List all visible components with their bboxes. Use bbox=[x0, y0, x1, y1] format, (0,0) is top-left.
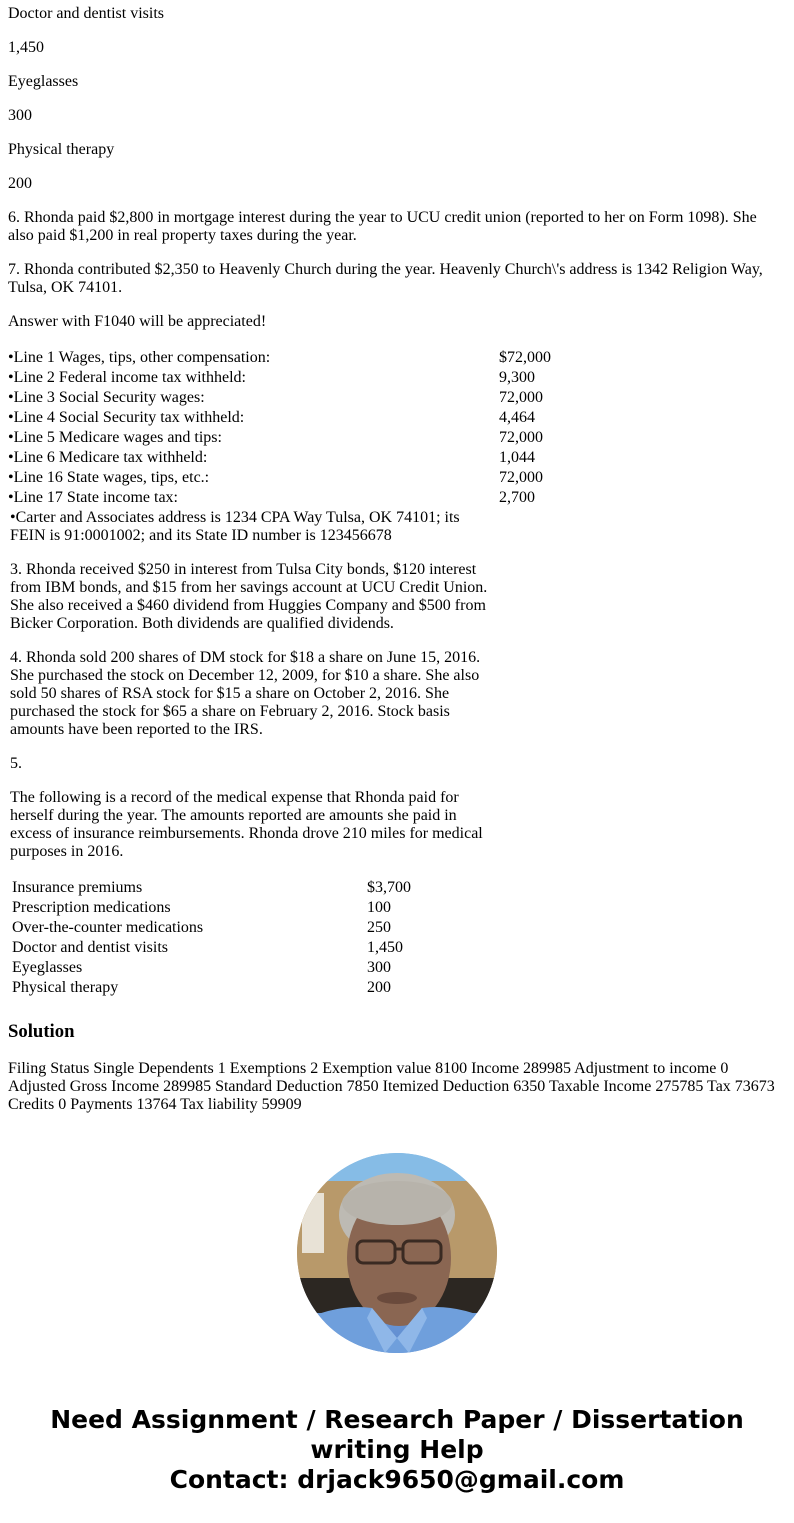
w2-line-value: 2,700 bbox=[499, 489, 535, 506]
w2-lines-table bbox=[8, 348, 568, 508]
top-item-therapy-value: 200 bbox=[8, 175, 32, 192]
w2-line-value: 4,464 bbox=[499, 409, 535, 426]
w2-line-value: $72,000 bbox=[499, 349, 551, 366]
w2-line-label: •Line 4 Social Security tax withheld: bbox=[8, 409, 245, 426]
top-item-doctor-label: Doctor and dentist visits bbox=[8, 5, 164, 22]
table-row bbox=[12, 978, 432, 998]
w2-line-value: 72,000 bbox=[499, 389, 543, 406]
request-paragraph: Answer with F1040 will be appreciated! bbox=[8, 313, 267, 330]
item-6-mortgage-paragraph: 6. Rhonda paid $2,800 in mortgage interest during the year to UCU credit union (reported to her on Form 1098). She also paid $1,200 in real property taxes during the year. bbox=[8, 209, 757, 244]
promo-line-1: Need Assignment / Research Paper / Dissertation bbox=[50, 1405, 744, 1434]
table-row bbox=[8, 368, 568, 388]
solution-heading: Solution bbox=[8, 1021, 75, 1042]
w2-line-label: •Line 5 Medicare wages and tips: bbox=[8, 429, 222, 446]
medical-expenses-table bbox=[12, 878, 432, 998]
promo-line-2: writing Help bbox=[310, 1435, 484, 1464]
table-row bbox=[8, 388, 568, 408]
top-item-doctor-value: 1,450 bbox=[8, 39, 44, 56]
table-row bbox=[8, 428, 568, 448]
promo-contact: Contact: drjack9650@gmail.com bbox=[169, 1465, 625, 1494]
employer-note: •Carter and Associates address is 1234 CPA Way Tulsa, OK 74101; its FEIN is 91:0001002; and its State ID number is 123456678 bbox=[10, 509, 460, 544]
table-row bbox=[8, 448, 568, 468]
expense-label: Insurance premiums bbox=[12, 879, 143, 896]
expense-value: 300 bbox=[367, 959, 391, 976]
w2-line-value: 72,000 bbox=[499, 469, 543, 486]
w2-line-label: •Line 3 Social Security wages: bbox=[8, 389, 205, 406]
table-row bbox=[12, 938, 432, 958]
w2-line-value: 1,044 bbox=[499, 449, 535, 466]
expense-value: $3,700 bbox=[367, 879, 411, 896]
solution-text: Filing Status Single Dependents 1 Exemptions 2 Exemption value 8100 Income 289985 Adjustment to income 0 Adjusted Gross Income 289985 Standard Deduction 7850 Itemized Deduction 6350 Taxable Income 275785 Tax 73673 Credits 0 Payments 13764 Tax liability 59909 bbox=[8, 1060, 775, 1113]
w2-line-label: •Line 16 State wages, tips, etc.: bbox=[8, 469, 210, 486]
table-row bbox=[12, 958, 432, 978]
expense-value: 100 bbox=[367, 899, 391, 916]
expense-label: Prescription medications bbox=[12, 899, 171, 916]
item-4-stock-paragraph: 4. Rhonda sold 200 shares of DM stock for $18 a share on June 15, 2016. She purchased the stock on December 12, 2009, for $10 a share. She also sold 50 shares of RSA stock for $15 a share on October 2, 2016. She purchased the stock for $65 a share on February 2, 2016. Stock basis amounts have been reported to the IRS. bbox=[10, 649, 481, 738]
item-3-interest-paragraph: 3. Rhonda received $250 in interest from Tulsa City bonds, $120 interest from IBM bonds, and $15 from her savings account at UCU Credit Union. She also received a $460 dividend from Huggies Company and $500 from Bicker Corporation. Both dividends are qualified dividends. bbox=[10, 561, 488, 632]
top-item-therapy-label: Physical therapy bbox=[8, 141, 115, 158]
table-row bbox=[8, 488, 568, 508]
table-row bbox=[12, 918, 432, 938]
table-row bbox=[8, 348, 568, 368]
author-avatar bbox=[297, 1153, 497, 1353]
w2-line-value: 9,300 bbox=[499, 369, 535, 386]
table-row bbox=[12, 878, 432, 898]
expense-value: 250 bbox=[367, 919, 391, 936]
item-5-description: The following is a record of the medical expense that Rhonda paid for herself during the year. The amounts reported are amounts she paid in excess of insurance reimbursements. Rhonda drove 210 miles for medical purposes in 2016. bbox=[10, 789, 483, 860]
w2-line-value: 72,000 bbox=[499, 429, 543, 446]
expense-label: Physical therapy bbox=[12, 979, 119, 996]
w2-line-label: •Line 17 State income tax: bbox=[8, 489, 178, 506]
person-portrait-icon bbox=[297, 1153, 497, 1353]
top-item-eyeglasses-value: 300 bbox=[8, 107, 32, 124]
expense-label: Doctor and dentist visits bbox=[12, 939, 168, 956]
promo-banner bbox=[0, 1405, 794, 1495]
item-7-charity-paragraph: 7. Rhonda contributed $2,350 to Heavenly Church during the year. Heavenly Church\'s address is 1342 Religion Way, Tulsa, OK 74101. bbox=[8, 261, 763, 296]
table-row bbox=[12, 898, 432, 918]
table-row bbox=[8, 468, 568, 488]
expense-value: 200 bbox=[367, 979, 391, 996]
table-row bbox=[8, 408, 568, 428]
w2-line-label: •Line 6 Medicare tax withheld: bbox=[8, 449, 208, 466]
expense-value: 1,450 bbox=[367, 939, 403, 956]
top-item-eyeglasses-label: Eyeglasses bbox=[8, 73, 79, 90]
expense-label: Over-the-counter medications bbox=[12, 919, 204, 936]
w2-line-label: •Line 2 Federal income tax withheld: bbox=[8, 369, 246, 386]
expense-label: Eyeglasses bbox=[12, 959, 83, 976]
w2-line-label: •Line 1 Wages, tips, other compensation: bbox=[8, 349, 271, 366]
item-5-number: 5. bbox=[10, 755, 22, 772]
